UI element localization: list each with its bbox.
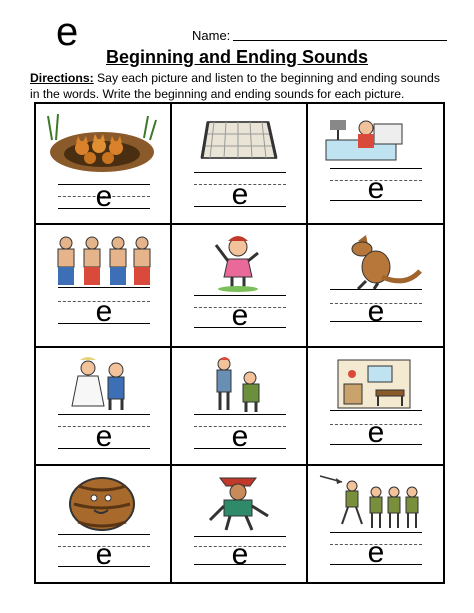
cell-letter: e — [95, 538, 113, 571]
write-line-top[interactable] — [330, 168, 422, 169]
cell-8 — [172, 348, 308, 466]
write-line-top[interactable] — [194, 172, 286, 173]
cell-5 — [172, 225, 308, 348]
hikers-picture — [316, 472, 431, 534]
cell-letter: e — [95, 420, 113, 453]
write-line-top[interactable] — [330, 410, 422, 411]
cell-11 — [172, 466, 308, 582]
cell-letter: e — [231, 538, 249, 571]
directions — [30, 70, 450, 102]
cell-3 — [308, 104, 443, 225]
cell-7 — [36, 348, 172, 466]
target-letter: e — [56, 10, 79, 54]
two-men-talking-picture — [180, 354, 295, 416]
cell-2 — [172, 104, 308, 225]
cell-letter: e — [231, 178, 249, 211]
cell-9 — [308, 348, 443, 466]
write-line-base[interactable] — [194, 206, 286, 207]
cell-letter: e — [367, 172, 385, 205]
goal-net-picture — [180, 110, 295, 172]
write-line-top[interactable] — [330, 532, 422, 533]
picture-grid — [34, 102, 445, 584]
barrel-picture — [44, 472, 159, 534]
write-line-base[interactable] — [330, 200, 422, 201]
write-line-base[interactable] — [194, 327, 286, 328]
cell-letter: e — [95, 295, 113, 328]
cell-6 — [308, 225, 443, 348]
write-line-base[interactable] — [58, 566, 150, 567]
write-line-base[interactable] — [58, 448, 150, 449]
cell-letter: e — [231, 420, 249, 453]
write-line-base[interactable] — [194, 564, 286, 565]
write-line-top[interactable] — [194, 414, 286, 415]
messy-room-picture — [316, 354, 431, 416]
cell-4 — [36, 225, 172, 348]
pirate-picture — [180, 472, 295, 534]
page-title: Beginning and Ending Sounds — [106, 47, 368, 67]
write-line-base[interactable] — [330, 444, 422, 445]
cell-letter: e — [95, 180, 113, 213]
wedding-couple-picture — [44, 354, 159, 416]
cell-1 — [36, 104, 172, 225]
directions-label: Directions: — [30, 71, 94, 85]
cell-letter: e — [367, 536, 385, 569]
cell-letter: e — [231, 299, 249, 332]
write-line-base[interactable] — [330, 321, 422, 322]
write-line-top[interactable] — [194, 295, 286, 296]
write-line-top[interactable] — [330, 289, 422, 290]
write-line-base[interactable] — [330, 564, 422, 565]
name-label: Name: — [192, 28, 231, 43]
girl-waving-picture — [180, 231, 295, 293]
write-line-top[interactable] — [194, 536, 286, 537]
write-line-base[interactable] — [194, 448, 286, 449]
write-line-top[interactable] — [58, 414, 150, 415]
write-line-top[interactable] — [58, 534, 150, 535]
cell-letter: e — [367, 295, 385, 328]
kangaroo-picture — [316, 231, 431, 293]
cell-letter: e — [367, 416, 385, 449]
foxes-den-picture — [44, 110, 159, 172]
write-line-base[interactable] — [58, 323, 150, 324]
write-line-base[interactable] — [58, 208, 150, 209]
directions-text: Say each picture and listen to the beginning and ending sounds in the words. Write the beginning and ending sounds for each picture. — [30, 71, 440, 101]
name-write-line[interactable] — [233, 40, 447, 41]
man-at-desk-picture — [316, 110, 431, 172]
cell-12 — [308, 466, 443, 582]
write-line-top[interactable] — [58, 287, 150, 288]
strongmen-picture — [44, 231, 159, 293]
cell-10 — [36, 466, 172, 582]
